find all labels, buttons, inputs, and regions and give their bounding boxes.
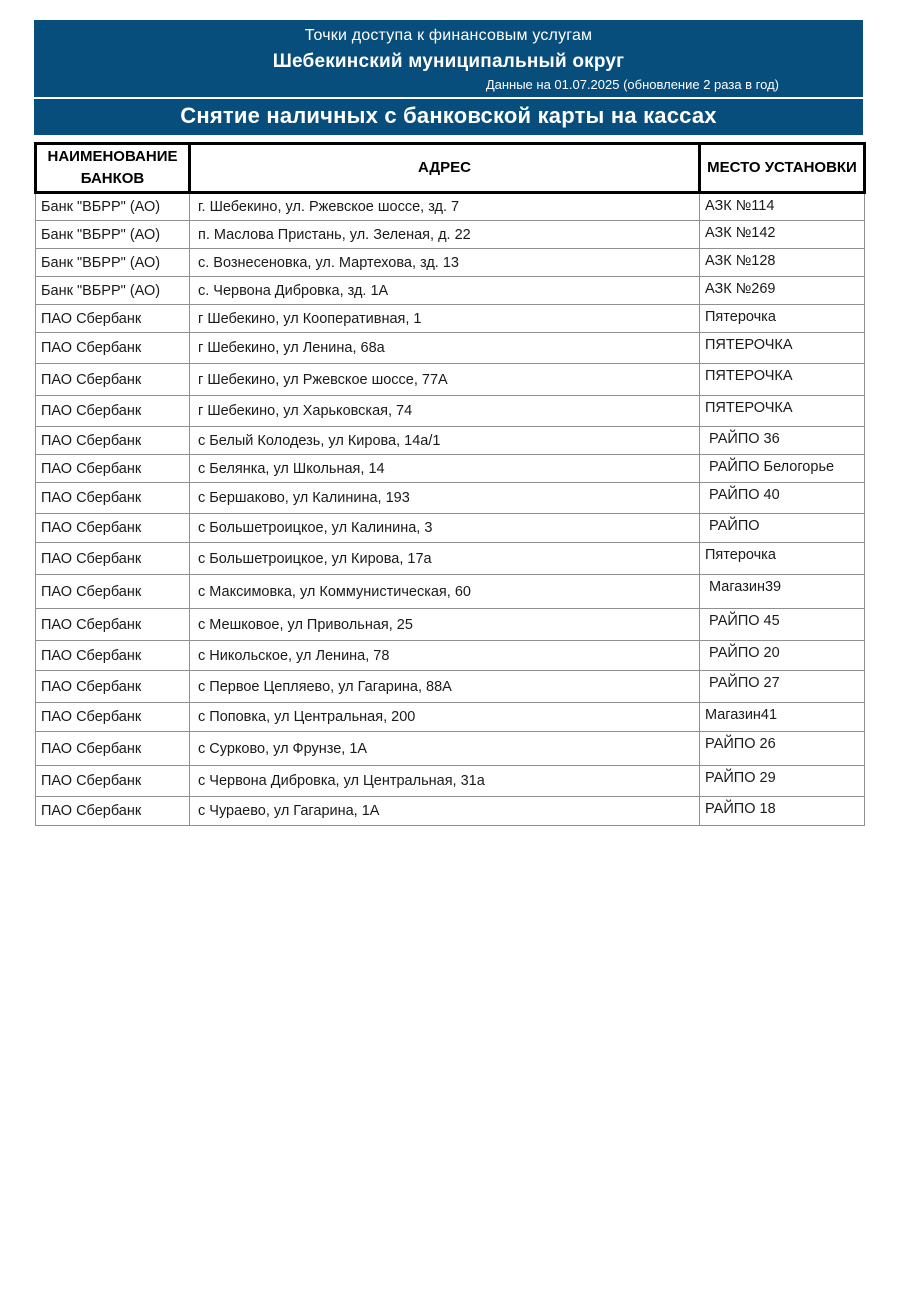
table-row — [36, 703, 865, 732]
table-row — [36, 766, 865, 797]
location-cell: АЗК №114 — [700, 193, 865, 221]
bank-name-cell: ПАО Сбербанк — [36, 543, 190, 575]
address-cell: г Шебекино, ул Ленина, 68а — [190, 333, 700, 364]
location-cell: РАЙПО 36 — [700, 427, 865, 455]
address-cell: с Никольское, ул Ленина, 78 — [190, 641, 700, 671]
bank-name-cell: ПАО Сбербанк — [36, 364, 190, 396]
location-cell: РАЙПО Белогорье — [700, 455, 865, 483]
bank-name-cell: ПАО Сбербанк — [36, 427, 190, 455]
location-cell: Пятерочка — [700, 543, 865, 575]
bank-name-cell: ПАО Сбербанк — [36, 703, 190, 732]
table-row — [36, 514, 865, 543]
location-cell: РАЙПО 20 — [700, 641, 865, 671]
address-cell: с Чураево, ул Гагарина, 1А — [190, 797, 700, 826]
location-cell: РАЙПО 29 — [700, 766, 865, 797]
table-row — [36, 396, 865, 427]
address-cell: г Шебекино, ул Кооперативная, 1 — [190, 305, 700, 333]
document-page — [34, 20, 863, 826]
address-cell: с Большетроицкое, ул Калинина, 3 — [190, 514, 700, 543]
bank-name-cell: ПАО Сбербанк — [36, 514, 190, 543]
table-row — [36, 455, 865, 483]
address-cell: с Первое Цепляево, ул Гагарина, 88А — [190, 671, 700, 703]
location-cell: РАЙПО 45 — [700, 609, 865, 641]
bank-name-cell: ПАО Сбербанк — [36, 396, 190, 427]
table-row — [36, 364, 865, 396]
table-row — [36, 221, 865, 249]
location-cell: Пятерочка — [700, 305, 865, 333]
bank-name-cell: ПАО Сбербанк — [36, 609, 190, 641]
location-cell: РАЙПО — [700, 514, 865, 543]
address-cell: с Червона Дибровка, ул Центральная, 31а — [190, 766, 700, 797]
location-cell: ПЯТЕРОЧКА — [700, 333, 865, 364]
bank-name-cell: ПАО Сбербанк — [36, 455, 190, 483]
column-header-address: АДРЕС — [190, 144, 700, 193]
location-cell: РАЙПО 40 — [700, 483, 865, 514]
data-date-note: Данные на 01.07.2025 (обновление 2 раза в год) — [485, 77, 779, 92]
address-cell: с Белый Колодезь, ул Кирова, 14а/1 — [190, 427, 700, 455]
address-cell: с Мешковое, ул Привольная, 25 — [190, 609, 700, 641]
address-cell: с. Червона Дибровка, зд. 1А — [190, 277, 700, 305]
table-row — [36, 641, 865, 671]
bank-name-cell: ПАО Сбербанк — [36, 575, 190, 609]
document-header-band — [34, 20, 863, 99]
address-cell: с Максимовка, ул Коммунистическая, 60 — [190, 575, 700, 609]
location-cell: ПЯТЕРОЧКА — [700, 364, 865, 396]
location-cell: РАЙПО 18 — [700, 797, 865, 826]
table-row — [36, 609, 865, 641]
address-cell: п. Маслова Пристань, ул. Зеленая, д. 22 — [190, 221, 700, 249]
table-row — [36, 427, 865, 455]
location-cell: Магазин39 — [700, 575, 865, 609]
bank-name-cell: Банк "ВБРР" (АО) — [36, 193, 190, 221]
document-supertitle: Точки доступа к финансовым услугам — [304, 27, 593, 44]
address-cell: г Шебекино, ул Ржевское шоссе, 77А — [190, 364, 700, 396]
table-row — [36, 483, 865, 514]
bank-name-cell: ПАО Сбербанк — [36, 305, 190, 333]
table-row — [36, 249, 865, 277]
bank-name-cell: ПАО Сбербанк — [36, 641, 190, 671]
column-header-location: МЕСТО УСТАНОВКИ — [700, 144, 865, 193]
address-cell: г. Шебекино, ул. Ржевское шоссе, зд. 7 — [190, 193, 700, 221]
address-cell: с Поповка, ул Центральная, 200 — [190, 703, 700, 732]
bank-name-cell: Банк "ВБРР" (АО) — [36, 221, 190, 249]
location-cell: РАЙПО 26 — [700, 732, 865, 766]
address-cell: с Большетроицкое, ул Кирова, 17а — [190, 543, 700, 575]
table-row — [36, 671, 865, 703]
bank-name-cell: Банк "ВБРР" (АО) — [36, 249, 190, 277]
location-cell: ПЯТЕРОЧКА — [700, 396, 865, 427]
location-cell: АЗК №142 — [700, 221, 865, 249]
bank-name-cell: ПАО Сбербанк — [36, 483, 190, 514]
address-cell: с Бершаково, ул Калинина, 193 — [190, 483, 700, 514]
location-cell: АЗК №128 — [700, 249, 865, 277]
bank-name-cell: ПАО Сбербанк — [36, 797, 190, 826]
table-row — [36, 193, 865, 221]
address-cell: с Белянка, ул Школьная, 14 — [190, 455, 700, 483]
table-header — [36, 144, 865, 193]
access-points-table — [34, 142, 866, 826]
table-row — [36, 732, 865, 766]
bank-name-cell: ПАО Сбербанк — [36, 732, 190, 766]
section-title: Снятие наличных с банковской карты на кассах — [34, 99, 863, 135]
table-body — [36, 193, 865, 826]
bank-name-cell: ПАО Сбербанк — [36, 766, 190, 797]
table-header-row — [36, 144, 865, 193]
table-row — [36, 797, 865, 826]
address-cell: г Шебекино, ул Харьковская, 74 — [190, 396, 700, 427]
table-row — [36, 305, 865, 333]
bank-name-cell: Банк "ВБРР" (АО) — [36, 277, 190, 305]
location-cell: Магазин41 — [700, 703, 865, 732]
column-header-bank: НАИМЕНОВАНИЕ БАНКОВ — [36, 144, 190, 193]
location-cell: АЗК №269 — [700, 277, 865, 305]
bank-name-cell: ПАО Сбербанк — [36, 671, 190, 703]
table-row — [36, 575, 865, 609]
table-row — [36, 543, 865, 575]
table-row — [36, 333, 865, 364]
address-cell: с. Вознесеновка, ул. Мартехова, зд. 13 — [190, 249, 700, 277]
address-cell: с Сурково, ул Фрунзе, 1А — [190, 732, 700, 766]
table-row — [36, 277, 865, 305]
bank-name-cell: ПАО Сбербанк — [36, 333, 190, 364]
location-cell: РАЙПО 27 — [700, 671, 865, 703]
page-title: Шебекинский муниципальный округ — [272, 51, 625, 72]
